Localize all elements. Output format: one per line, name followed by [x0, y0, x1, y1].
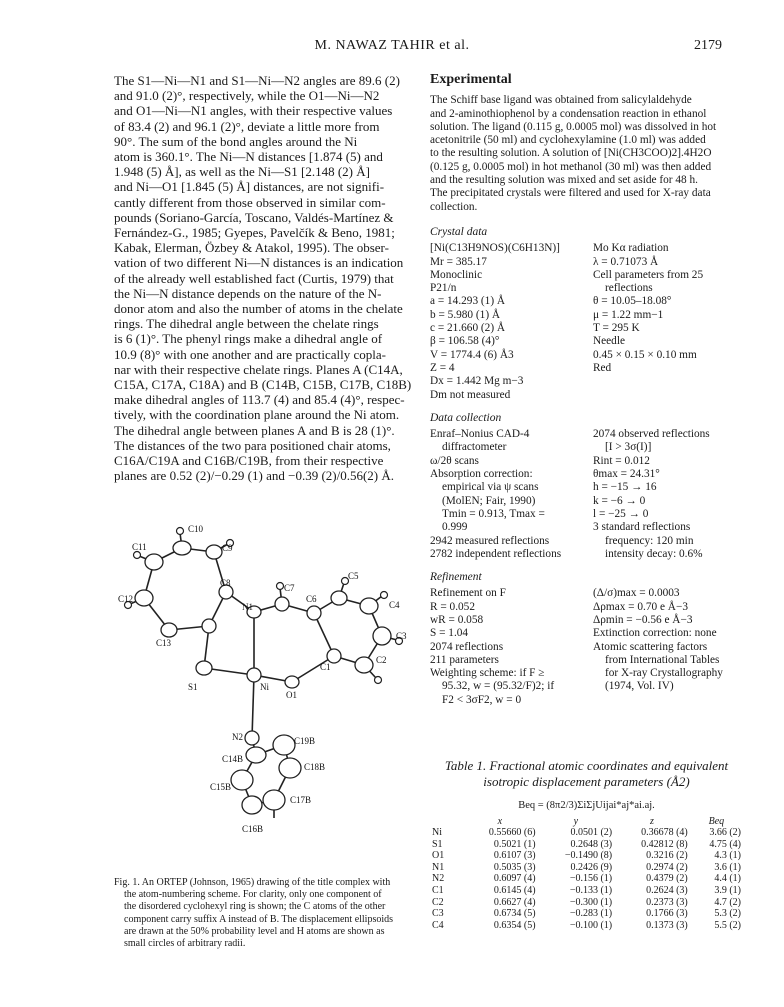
left-column-text — [114, 73, 418, 483]
data-line: 2942 measured reflections — [430, 534, 550, 547]
table-row — [430, 862, 743, 874]
refinement-left — [430, 587, 588, 707]
data-line: Δρmin = −0.56 e Å−3 — [593, 613, 693, 626]
data-line: Weighting scheme: if F ≥ — [430, 667, 545, 680]
right-column — [430, 73, 743, 717]
atom-label: C13 — [156, 638, 172, 648]
table-cell: C3 — [432, 908, 444, 920]
data-line: R = 0.052 — [430, 600, 475, 613]
data-line: (Δ/σ)max = 0.0003 — [593, 587, 680, 600]
data-line: l = −25 → 0 — [593, 507, 649, 520]
beq-formula: Beq = (8π2/3)ΣiΣjUijai*aj*ai.aj. — [518, 800, 655, 811]
data-line: [Ni(C13H9NOS)(C6H13N)] — [430, 242, 560, 255]
text-line: Fernández-G., 1985; Gyepes, Pavelčík & Beno, 1981; — [114, 225, 395, 241]
atom-label: C16B — [242, 824, 264, 834]
experimental-paragraph — [430, 94, 743, 214]
table-row — [430, 920, 743, 932]
table-cell: 0.6097 (4) — [493, 873, 536, 885]
data-line: Dm not measured — [430, 388, 511, 401]
table-title-line: isotropic displacement parameters (Å2) — [483, 774, 690, 789]
table-cell: 0.1766 (3) — [646, 908, 688, 920]
column-header: Beq — [708, 816, 725, 827]
data-line: Mr = 385.17 — [430, 255, 487, 268]
data-line: Tmin = 0.913, Tmax = — [442, 507, 545, 520]
text-line: nar with their respective chelate rings. Planes A (C14A, — [114, 361, 403, 377]
atom-label: C7 — [284, 583, 295, 593]
atom-label: C14B — [222, 754, 244, 764]
text-line: is 6 (1)°. The phenyl rings make a dihedral angle of — [114, 331, 383, 347]
table-cell: C4 — [432, 919, 444, 931]
table-cell: 0.6734 (5) — [493, 908, 536, 920]
table-cell: 0.2624 (3) — [646, 884, 688, 896]
data-line: empirical via ψ scans — [442, 481, 539, 494]
table-cell: 0.0501 (2) — [570, 827, 613, 838]
data-line: (MolEN; Fair, 1990) — [442, 494, 536, 507]
table-cell: 3.66 (2) — [709, 827, 741, 838]
coordinates-table — [430, 816, 743, 931]
table-cell: 0.36678 (4) — [641, 827, 688, 838]
data-line: a = 14.293 (1) Å — [430, 295, 506, 308]
text-line: make dihedral angles of 113.7 (4) and 85.4 (4)°, respec- — [114, 392, 405, 408]
page-number: 2179 — [694, 38, 722, 53]
table-cell: 3.9 (1) — [714, 884, 741, 896]
table-row — [430, 839, 743, 851]
table-cell: 4.75 (4) — [709, 838, 741, 850]
data-line: θmax = 24.31° — [593, 468, 660, 481]
atom-label: C5 — [348, 571, 359, 581]
table-cell: 0.5035 (3) — [493, 861, 536, 873]
table-cell: S1 — [432, 838, 443, 850]
crystal-data-left — [430, 242, 588, 402]
text-line: vation of two different Ni—N distances is an indication — [114, 255, 404, 271]
text-line: The dihedral angle between planes A and B is 28 (1)°. — [114, 422, 395, 438]
table-cell: 3.6 (1) — [714, 861, 741, 873]
table-cell: 0.4379 (2) — [646, 873, 688, 885]
data-line: Dx = 1.442 Mg m−3 — [430, 375, 524, 388]
atom-label: C17B — [290, 795, 312, 805]
text-line: and 91.0 (2)°, respectively, while the O1—Ni—N2 — [114, 88, 380, 104]
atom-label: C3 — [396, 631, 407, 641]
atom-labels — [118, 524, 407, 834]
table-cell: 0.6107 (3) — [493, 850, 536, 862]
data-line: from International Tables — [605, 653, 720, 666]
text-line: atom is 360.1°. The Ni—N distances [1.874 (5) and — [114, 149, 383, 165]
text-line: rings. The dihedral angle between the chelate rings — [114, 316, 379, 332]
data-line: Refinement on F — [430, 587, 506, 600]
table-cell: −0.300 (1) — [569, 896, 613, 908]
crystal-data-block — [430, 242, 743, 402]
table-row — [430, 827, 743, 839]
data-line: Absorption correction: — [430, 468, 533, 481]
table-cell: 0.2426 (9) — [570, 861, 613, 873]
data-line: Monoclinic — [430, 268, 483, 281]
figure-caption — [114, 877, 418, 950]
text-line: cantly different from those observed in similar com- — [114, 194, 386, 210]
text-line: The precipitated crystals were filtered and used for X-ray data — [430, 187, 711, 200]
data-line: k = −6 → 0 — [593, 494, 646, 507]
table-cell: 0.6627 (4) — [493, 896, 536, 908]
text-line: acetonitrile (50 ml) and cyclohexylamine (1.0 ml) was added — [430, 134, 706, 147]
data-line: Rint = 0.012 — [593, 454, 650, 467]
table-cell: O1 — [432, 850, 445, 862]
text-line: the Ni—N distance depends on the nature of the N- — [114, 285, 382, 301]
table-cell: N2 — [432, 873, 445, 885]
atom-label: C15B — [210, 782, 232, 792]
text-line: tively, with the coordination plane around the Ni atom. — [114, 407, 400, 423]
data-line: Cell parameters from 25 — [593, 268, 704, 281]
data-line: c = 21.660 (2) Å — [430, 322, 506, 335]
table-cell: −0.100 (1) — [569, 919, 613, 931]
data-line: P21/n — [430, 282, 457, 295]
atom-label: C4 — [389, 600, 400, 610]
table-row — [430, 873, 743, 885]
data-line: V = 1774.4 (6) Å3 — [430, 348, 514, 361]
table-header-row — [430, 816, 743, 827]
data-line: Enraf–Nonius CAD-4 — [430, 428, 530, 441]
text-line: The Schiff base ligand was obtained from salicylaldehyde — [430, 94, 692, 107]
column-header: x — [497, 816, 503, 827]
table-cell: 0.2974 (2) — [646, 861, 688, 873]
data-line: S = 1.04 — [430, 627, 469, 640]
caption-line: Fig. 1. An ORTEP (Johnson, 1965) drawing of the title complex with — [114, 877, 391, 888]
table-cell: 0.6145 (4) — [493, 884, 536, 896]
data-line: Red — [593, 361, 612, 374]
table-row — [430, 897, 743, 909]
table-cell: −0.1490 (8) — [564, 850, 613, 862]
atom-label: C2 — [376, 655, 387, 665]
table-title-line: Table 1. Fractional atomic coordinates and equivalent — [444, 758, 729, 773]
data-line: T = 295 K — [593, 322, 640, 335]
ortep-drawing — [114, 500, 424, 855]
table-cell: Ni — [432, 827, 442, 838]
atom-label: C6 — [306, 594, 317, 604]
text-line: and 2-aminothiophenol by a condensation reaction in ethanol — [430, 107, 707, 120]
column-header: y — [573, 816, 579, 827]
text-line: 10.9 (8)° with one another and are practically copla- — [114, 346, 386, 362]
text-line: The distances of the two para positioned chair atoms, — [114, 437, 391, 453]
data-line: λ = 0.71073 Å — [593, 255, 659, 268]
text-line: of 83.4 (2) and 96.1 (2)°, deviate a little more from — [114, 118, 380, 134]
data-line: 3 standard reflections — [593, 521, 691, 534]
ellipsoids — [135, 541, 391, 814]
data-line: Extinction correction: none — [593, 627, 717, 640]
table-row — [430, 908, 743, 920]
table-cell: 0.2648 (3) — [570, 838, 613, 850]
data-line: F2 < 3σF2, w = 0 — [442, 693, 522, 706]
atom-label: C19B — [294, 736, 316, 746]
data-collection-right — [593, 428, 743, 561]
atom-label: C18B — [304, 762, 326, 772]
data-line: β = 106.58 (4)° — [430, 335, 500, 348]
data-line: for X-ray Crystallography — [605, 667, 723, 680]
data-collection-left — [430, 428, 588, 561]
text-line: collection. — [430, 200, 478, 213]
data-line: frequency: 120 min — [605, 534, 694, 547]
atom-label: C11 — [132, 542, 147, 552]
table-cell: 4.7 (2) — [714, 896, 741, 908]
caption-line: component carry suffix A instead of B. The displacement ellipsoids — [124, 913, 394, 925]
data-line: 2074 reflections — [430, 640, 504, 653]
data-line: 0.999 — [442, 521, 468, 534]
text-line: to the resulting solution. A solution of [Ni(CH3COO)2].4H2O — [430, 147, 712, 160]
text-line: pounds (Soriano-García, Toscano, Valdés-Martínez & — [114, 209, 394, 225]
table-cell: 0.3216 (2) — [646, 850, 688, 862]
atom-label: O1 — [286, 690, 297, 700]
atom-label: C10 — [188, 524, 204, 534]
data-line: Z = 4 — [430, 361, 455, 374]
data-line: wR = 0.058 — [430, 613, 484, 626]
atom-label: N1 — [242, 602, 253, 612]
data-line: h = −15 → 16 — [593, 481, 657, 494]
data-line: (1974, Vol. IV) — [605, 680, 674, 693]
table-cell: 0.55660 (6) — [488, 827, 536, 838]
text-line: 1.948 (5) Å], as well as the Ni—S1 [2.148 (2) Å] — [114, 164, 370, 180]
table-cell: 5.5 (2) — [714, 919, 741, 931]
page-header — [0, 38, 784, 58]
atom-label: C9 — [222, 543, 233, 553]
column-header: z — [649, 816, 654, 827]
data-line: intensity decay: 0.6% — [605, 547, 703, 560]
caption-line: the atom-numbering scheme. For clarity, only one component of — [124, 889, 382, 901]
data-collection-block — [430, 428, 743, 561]
table-cell: −0.283 (1) — [569, 908, 613, 920]
text-line: of the already well established fact (Curtis, 1979) that — [114, 270, 394, 286]
text-line: donor atom and also the number of atoms in the chelate — [114, 301, 403, 317]
refinement-title: Refinement — [430, 571, 482, 584]
data-line: μ = 1.22 mm−1 — [593, 308, 664, 321]
table-cell: 0.5021 (1) — [493, 838, 536, 850]
data-line: 2074 observed reflections — [593, 428, 710, 441]
data-line: 0.45 × 0.15 × 0.10 mm — [593, 348, 697, 361]
table-cell: C2 — [432, 896, 444, 908]
data-line: [I > 3σ(I)] — [605, 441, 652, 454]
column-header — [430, 816, 462, 827]
data-line: b = 5.980 (1) Å — [430, 308, 501, 321]
caption-line: are drawn at the 50% probability level and H atoms are shown as — [124, 925, 385, 937]
table-cell: C1 — [432, 884, 444, 896]
table-cell: −0.156 (1) — [569, 873, 613, 885]
refinement-right — [593, 587, 743, 707]
table-cell: 4.4 (1) — [714, 873, 741, 885]
data-line: Mo Kα radiation — [593, 242, 669, 255]
text-line: planes are 0.52 (2)/−0.29 (1) and −0.39 (2)/0.56(2) Å. — [114, 468, 395, 484]
text-line: and Ni—O1 [1.845 (5) Å] distances, are not signifi- — [114, 179, 385, 195]
table-cell: −0.133 (1) — [569, 884, 613, 896]
data-line: Atomic scattering factors — [593, 640, 708, 653]
running-head: M. NAWAZ TAHIR et al. — [314, 38, 470, 53]
data-line: 2782 independent reflections — [430, 547, 562, 560]
text-line: and the resulting solution was mixed and set aside for 48 h. — [430, 174, 698, 187]
table-cell: 4.3 (1) — [714, 850, 741, 862]
crystal-data-title: Crystal data — [430, 225, 488, 238]
data-line: 211 parameters — [430, 653, 499, 666]
table-cell: 0.1373 (3) — [646, 919, 688, 931]
table-cell: 0.6354 (5) — [493, 919, 536, 931]
atom-label: N2 — [232, 732, 243, 742]
text-line: and O1—Ni—N1 angles, with their respective values — [114, 103, 393, 119]
text-line: (0.125 g, 0.0005 mol) in hot methanol (30 ml) was then added — [430, 160, 712, 173]
data-collection-title: Data collection — [430, 411, 502, 424]
text-line: 90°. The sum of the bond angles around the Ni — [114, 133, 358, 149]
text-line: The S1—Ni—N1 and S1—Ni—N2 angles are 89.6 (2) — [114, 73, 400, 88]
table-row — [430, 885, 743, 897]
text-line: C15A, C17A, C18A) and B (C14B, C15B, C17B, C18B) — [114, 377, 412, 393]
crystal-data-right — [593, 242, 743, 402]
table-cell: N1 — [432, 861, 445, 873]
caption-line: small circles of arbitrary radii. — [124, 938, 246, 950]
data-line: reflections — [605, 282, 653, 295]
atom-label: C12 — [118, 594, 134, 604]
data-line: Δρmax = 0.70 e Å−3 — [593, 600, 688, 613]
atom-label: C1 — [320, 662, 331, 672]
table-row — [430, 850, 743, 862]
data-line: ω/2θ scans — [430, 454, 479, 467]
table-title — [430, 758, 743, 790]
table-cell: 0.42812 (8) — [641, 838, 688, 850]
text-line: solution. The ligand (0.115 g, 0.0005 mol) was dissolved in hot — [430, 120, 717, 133]
experimental-heading: Experimental — [430, 72, 512, 87]
table-cell: 5.3 (2) — [714, 908, 741, 920]
text-line: Kabak, Elerman, Özbey & Atakol, 1995). The obser- — [114, 240, 389, 256]
refinement-block — [430, 587, 743, 707]
data-line: θ = 10.05–18.08° — [593, 295, 672, 308]
caption-line: the disordered cyclohexyl ring is shown; the C atoms of the other — [124, 901, 386, 913]
atom-label: S1 — [188, 682, 198, 692]
atom-label: Ni — [260, 682, 269, 692]
atom-label: C8 — [220, 578, 231, 588]
ortep-figure — [114, 500, 424, 855]
text-line: C16A/C19A and C16B/C19B, from their respective — [114, 453, 384, 469]
data-line: diffractometer — [442, 441, 507, 454]
table-cell: 0.2373 (3) — [646, 896, 688, 908]
data-line: Needle — [593, 335, 625, 348]
data-line: 95.32, w = (95.32/F)2; if — [442, 680, 555, 693]
